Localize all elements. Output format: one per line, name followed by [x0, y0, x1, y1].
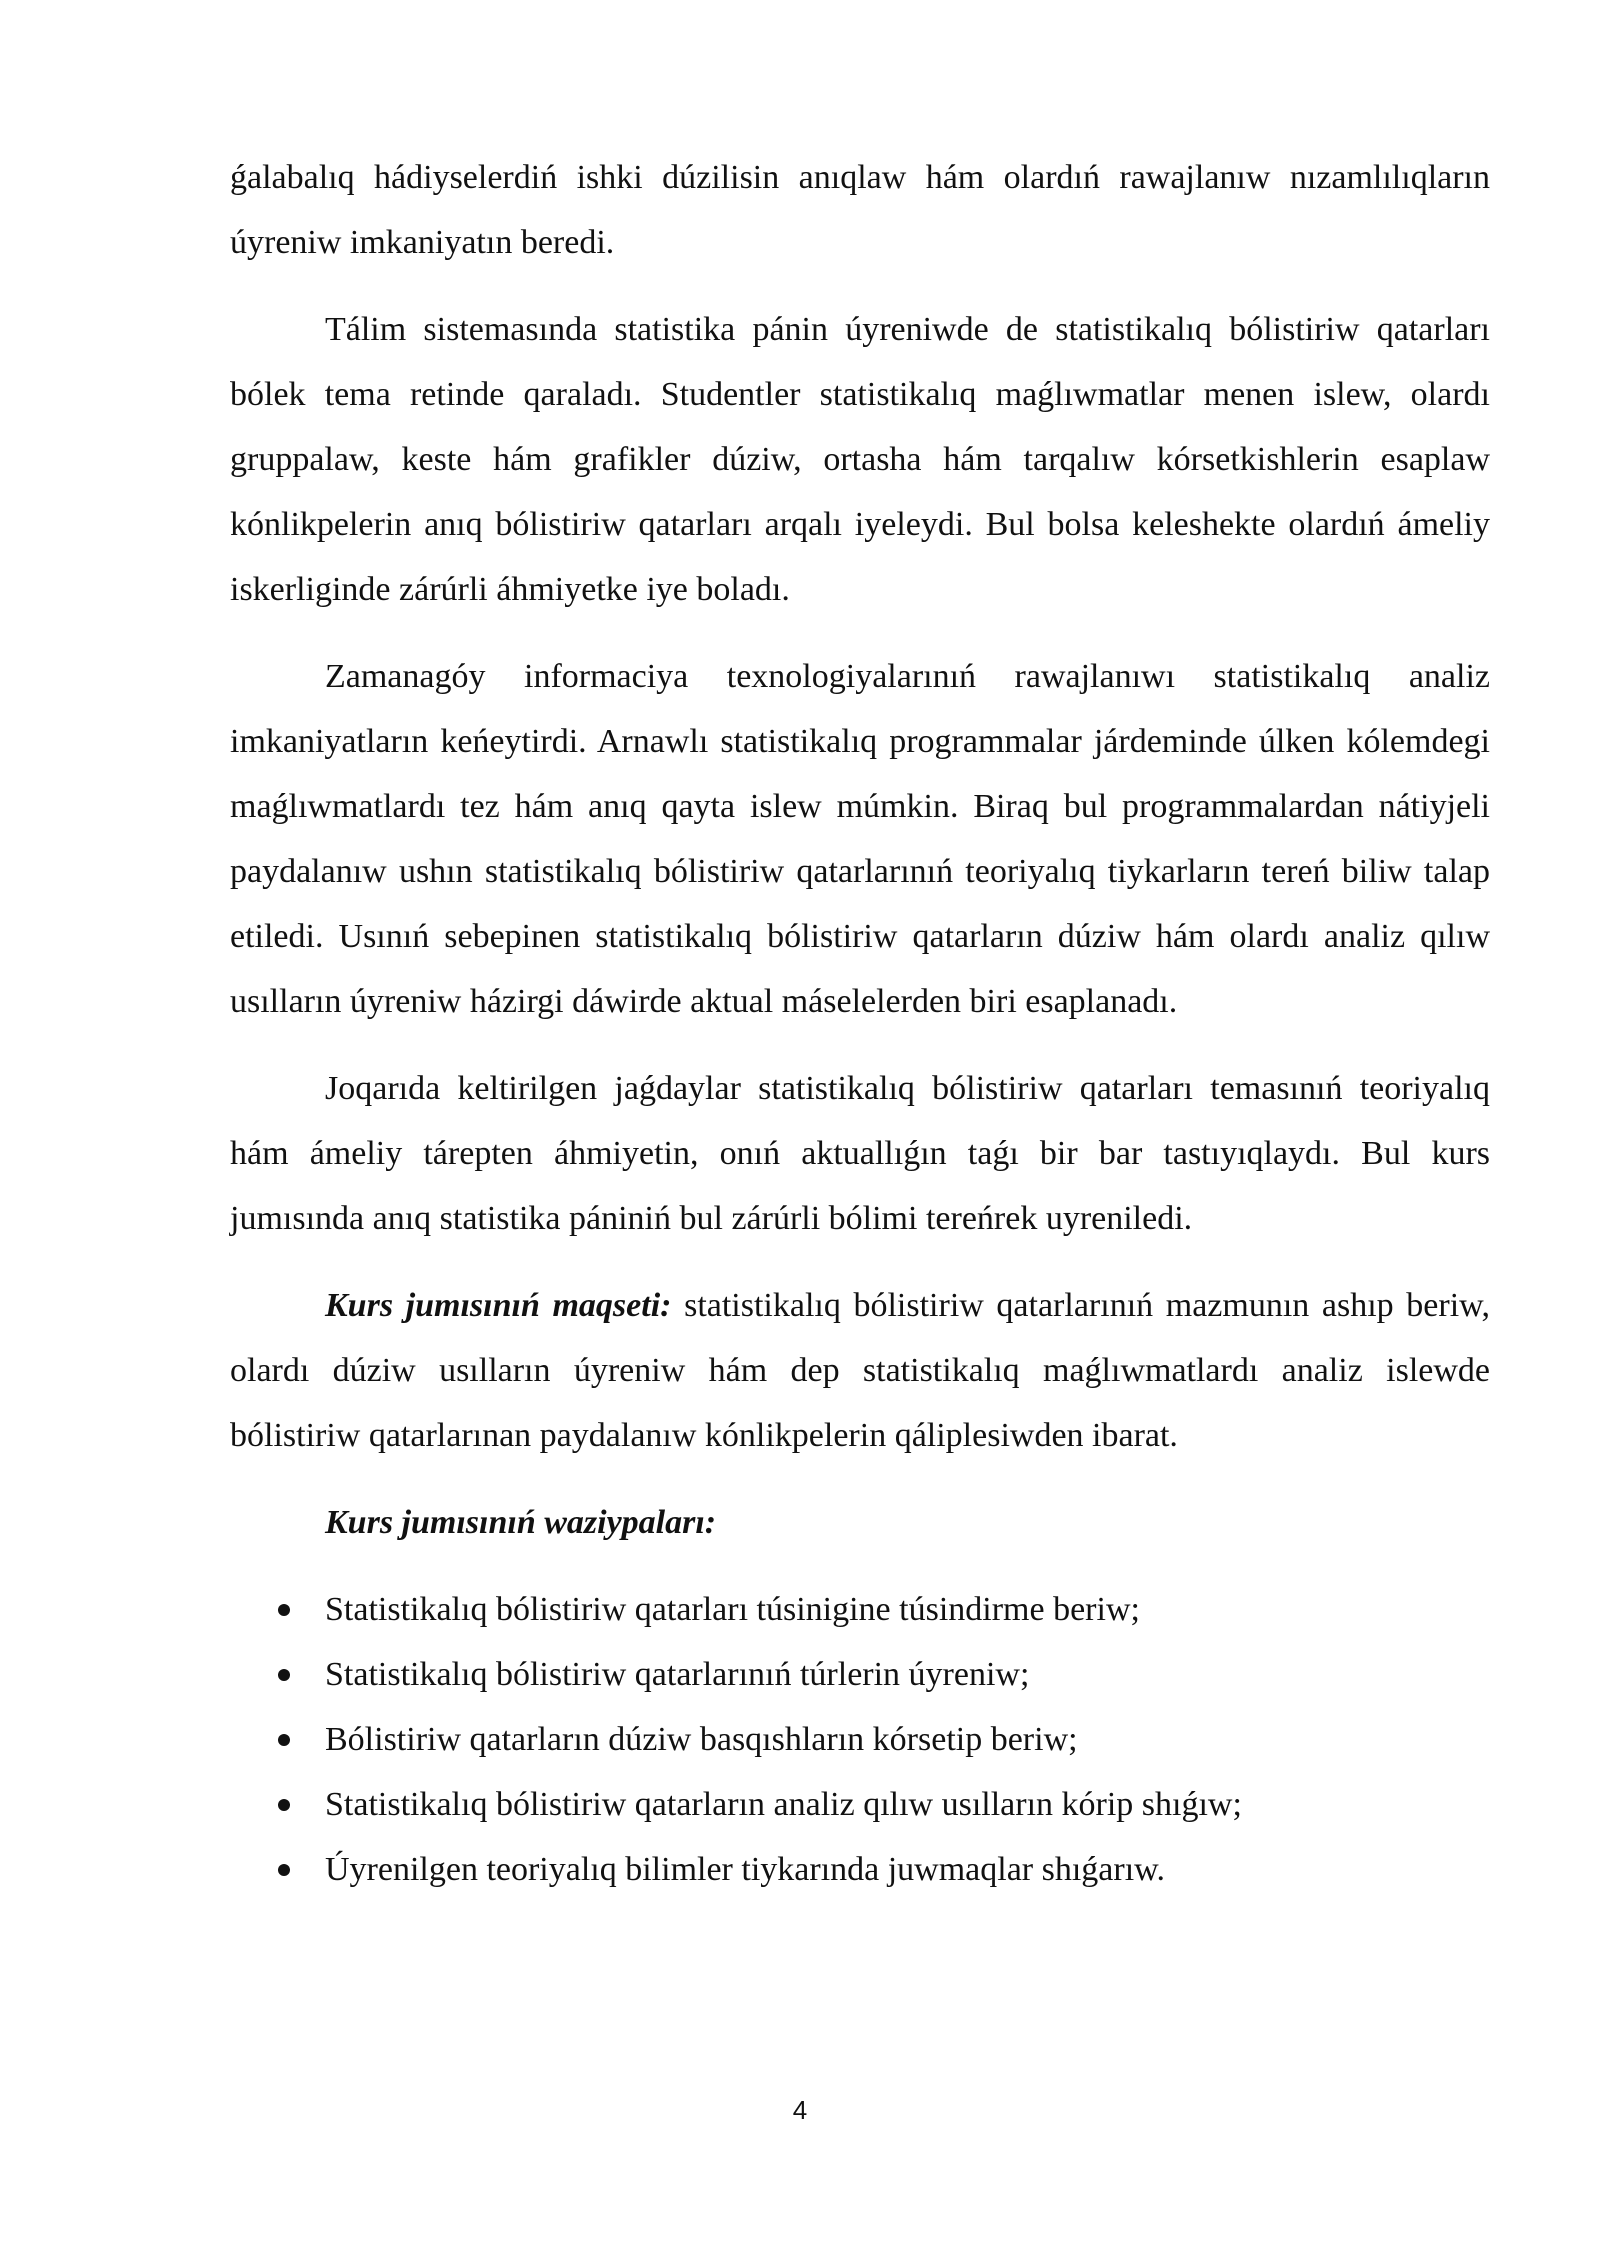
paragraph-information-technology: Zamanagóy informaciya texnologiyalarınıń rawajlanıwı statistikalıq analiz imkaniyatların keńeytirdi. Arnawlı statistikalıq programmalar járdeminde úlken kólemdegi maǵlıwmatlardı tez hám anıq qayta islew múmkin. Biraq bul programmalardan nátiyjeli paydalanıw ushın statistikalıq bólistiriw qatarlarınıń teoriyalıq tiykarların tereń biliw talap etiledi. Usınıń sebepinen statistikalıq bólistiriw qatarların dúziw hám olardı analiz qılıw usılların úyreniw házirgi dáwirde aktual máselelerden biri esaplanadı. — [230, 658, 1490, 1020]
bullet-icon — [278, 1799, 290, 1811]
page-content — [230, 145, 1490, 1902]
list-item-text: Statistikalıq bólistiriw qatarları túsinigine túsindirme beriw; — [325, 1591, 1140, 1628]
list-item-text: Úyrenilgen teoriyalıq bilimler tiykarında juwmaqlar shıǵarıw. — [325, 1851, 1166, 1888]
bullet-icon — [278, 1864, 290, 1876]
paragraph-education-system: Tálim sistemasında statistika pánin úyreniwde de statistikalıq bólistiriw qatarları bólek tema retinde qaraladı. Studentler statistikalıq maǵlıwmatlar menen islew, olardı gruppalaw, keste hám grafikler dúziw, ortasha hám tarqalıw kórsetkishlerin esaplaw kónlikpelerin anıq bólistiriw qatarları arqalı iyeleydi. Bul bolsa keleshekte olardıń ámeliy iskerliginde zárúrli áhmiyetke iye boladı. — [230, 311, 1490, 608]
bullet-icon — [278, 1734, 290, 1746]
list-item-text: Bólistiriw qatarların dúziw basqıshların kórsetip beriw; — [325, 1721, 1078, 1758]
list-item-text: Statistikalıq bólistiriw qatarlarınıń túrlerin úyreniw; — [325, 1656, 1030, 1693]
list-item-text: Statistikalıq bólistiriw qatarların analiz qılıw usılların kórip shıǵıw; — [325, 1786, 1242, 1823]
paragraph-goal — [230, 1273, 1490, 1468]
tasks-list — [230, 1577, 1490, 1902]
goal-label: Kurs jumısınıń maqseti: — [325, 1287, 672, 1324]
list-item — [230, 1642, 1490, 1707]
page-number: 4 — [792, 2095, 808, 2125]
list-item — [230, 1577, 1490, 1642]
list-item — [230, 1707, 1490, 1772]
goal-text: statistikalıq bólistiriw qatarlarınıń mazmunın ashıp beriw, olardı dúziw usılların úyreniw hám dep statistikalıq maǵlıwmatlardı analiz islewde bólistiriw qatarlarınan paydalanıw kónlikpelerin qáliplesiwden ibarat. — [230, 1287, 1490, 1454]
paragraph-continuation: ǵalabalıq hádiyselerdiń ishki dúzilisin anıqlaw hám olardıń rawajlanıw nızamlılıqların úyreniw imkaniyatın beredi. — [230, 159, 1490, 261]
list-item — [230, 1837, 1490, 1902]
paragraph-relevance: Joqarıda keltirilgen jaǵdaylar statistikalıq bólistiriw qatarları temasınıń teoriyalıq hám ámeliy tárepten áhmiyetin, onıń aktuallıǵın taǵı bir bar tastıyıqlaydı. Bul kurs jumısında anıq statistika pániniń bul zárúrli bólimi tereńrek uyreniledi. — [230, 1070, 1490, 1237]
tasks-heading: Kurs jumısınıń waziypaları: — [325, 1504, 717, 1541]
tasks-heading-paragraph — [230, 1490, 1490, 1555]
bullet-icon — [278, 1604, 290, 1616]
bullet-icon — [278, 1669, 290, 1681]
list-item — [230, 1772, 1490, 1837]
